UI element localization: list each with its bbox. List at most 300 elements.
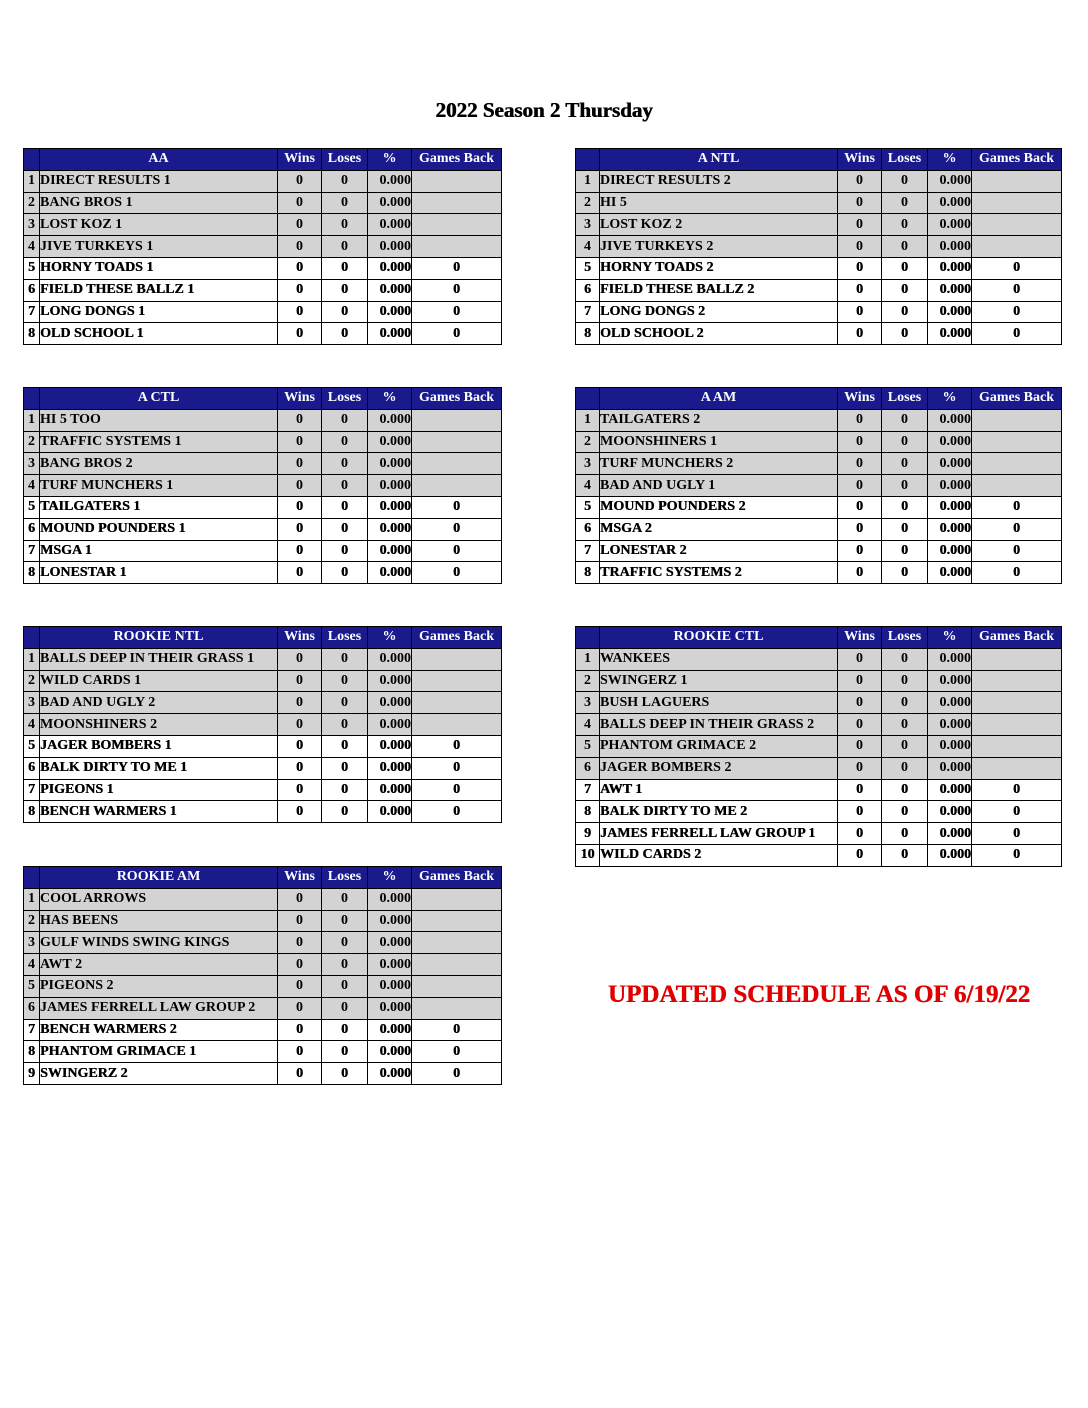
wins-cell: 0	[278, 214, 322, 236]
games-back-cell	[972, 670, 1062, 692]
games-back-cell: 0	[412, 1063, 502, 1085]
team-name-cell: WILD CARDS 1	[40, 670, 278, 692]
pct-cell: 0.000	[368, 910, 412, 932]
table-row	[576, 562, 1062, 584]
team-name-cell: BALLS DEEP IN THEIR GRASS 1	[40, 648, 278, 670]
rank-cell: 6	[576, 518, 600, 540]
loses-cell: 0	[882, 692, 928, 714]
rank-cell: 7	[576, 540, 600, 562]
team-name-cell: MOONSHINERS 1	[600, 431, 838, 453]
loses-cell: 0	[322, 648, 368, 670]
wins-cell: 0	[278, 779, 322, 801]
rank-cell: 4	[576, 236, 600, 258]
rank-cell: 8	[576, 801, 600, 823]
wins-cell: 0	[278, 888, 322, 910]
games-back-cell	[972, 431, 1062, 453]
rank-cell: 1	[24, 170, 40, 192]
pct-cell: 0.000	[368, 301, 412, 323]
games-back-cell	[412, 409, 502, 431]
header-row	[24, 627, 502, 649]
team-name-cell: LONESTAR 2	[600, 540, 838, 562]
table-row	[576, 540, 1062, 562]
table-row	[576, 844, 1062, 866]
team-name-cell: LONESTAR 1	[40, 562, 278, 584]
games-back-cell	[412, 975, 502, 997]
pct-cell: 0.000	[368, 518, 412, 540]
loses-cell: 0	[882, 540, 928, 562]
table-row	[576, 257, 1062, 279]
team-name-cell: PIGEONS 2	[40, 975, 278, 997]
wins-cell: 0	[278, 1063, 322, 1085]
team-name-cell: BANG BROS 2	[40, 453, 278, 475]
table-row	[24, 801, 502, 823]
loses-cell: 0	[322, 409, 368, 431]
table-row	[24, 562, 502, 584]
team-name-cell: FIELD THESE BALLZ 1	[40, 279, 278, 301]
table-row	[24, 496, 502, 518]
rank-cell: 4	[24, 475, 40, 497]
header-row	[576, 627, 1062, 649]
games-back-cell: 0	[972, 257, 1062, 279]
loses-cell: 0	[882, 301, 928, 323]
team-name-cell: LOST KOZ 2	[600, 214, 838, 236]
loses-cell: 0	[322, 323, 368, 345]
games-back-cell: 0	[412, 540, 502, 562]
games-back-cell	[972, 475, 1062, 497]
games-back-cell	[412, 453, 502, 475]
games-back-header: Games Back	[972, 388, 1062, 410]
wins-cell: 0	[838, 279, 882, 301]
games-back-cell	[412, 932, 502, 954]
pct-cell: 0.000	[928, 692, 972, 714]
rank-cell: 2	[24, 431, 40, 453]
rank-cell: 4	[24, 714, 40, 736]
rank-cell: 8	[24, 562, 40, 584]
standings-table	[575, 148, 1062, 345]
pct-header: %	[368, 627, 412, 649]
update-notice: UPDATED SCHEDULE AS OF 6/19/22	[607, 981, 1031, 1008]
wins-cell: 0	[278, 954, 322, 976]
table-row	[24, 648, 502, 670]
standings-table	[23, 387, 502, 584]
loses-header: Loses	[322, 627, 368, 649]
games-back-cell	[412, 888, 502, 910]
wins-cell: 0	[278, 648, 322, 670]
table-row	[576, 409, 1062, 431]
games-back-cell: 0	[412, 1041, 502, 1063]
rank-cell: 8	[24, 801, 40, 823]
wins-cell: 0	[838, 540, 882, 562]
pct-header: %	[368, 388, 412, 410]
rank-cell: 6	[576, 279, 600, 301]
table-row	[576, 648, 1062, 670]
wins-cell: 0	[838, 323, 882, 345]
team-name-cell: BAD AND UGLY 2	[40, 692, 278, 714]
pct-cell: 0.000	[368, 975, 412, 997]
team-name-cell: LONG DONGS 1	[40, 301, 278, 323]
wins-cell: 0	[278, 801, 322, 823]
pct-cell: 0.000	[368, 279, 412, 301]
table-row	[576, 735, 1062, 757]
team-name-cell: BENCH WARMERS 1	[40, 801, 278, 823]
table-row	[24, 431, 502, 453]
table-row	[24, 670, 502, 692]
table-row	[576, 779, 1062, 801]
rank-cell: 2	[576, 670, 600, 692]
table-row	[24, 409, 502, 431]
rank-cell: 3	[24, 692, 40, 714]
rank-cell: 8	[24, 323, 40, 345]
pct-cell: 0.000	[368, 932, 412, 954]
wins-header: Wins	[278, 149, 322, 171]
loses-cell: 0	[882, 214, 928, 236]
division-header: A NTL	[600, 149, 838, 171]
wins-cell: 0	[838, 735, 882, 757]
loses-cell: 0	[882, 279, 928, 301]
loses-cell: 0	[322, 475, 368, 497]
loses-cell: 0	[322, 540, 368, 562]
wins-cell: 0	[278, 757, 322, 779]
header-row	[24, 388, 502, 410]
division-header: A AM	[600, 388, 838, 410]
loses-cell: 0	[882, 562, 928, 584]
wins-cell: 0	[838, 779, 882, 801]
table-row	[576, 518, 1062, 540]
pct-cell: 0.000	[368, 214, 412, 236]
rank-cell: 7	[24, 1019, 40, 1041]
pct-cell: 0.000	[368, 409, 412, 431]
standings-table	[23, 148, 502, 345]
wins-cell: 0	[278, 1041, 322, 1063]
loses-cell: 0	[882, 779, 928, 801]
team-name-cell: COOL ARROWS	[40, 888, 278, 910]
games-back-header: Games Back	[972, 149, 1062, 171]
wins-cell: 0	[838, 692, 882, 714]
pct-cell: 0.000	[928, 236, 972, 258]
rank-header	[24, 388, 40, 410]
loses-cell: 0	[322, 562, 368, 584]
loses-cell: 0	[322, 496, 368, 518]
wins-cell: 0	[838, 844, 882, 866]
rank-cell: 6	[24, 757, 40, 779]
pct-cell: 0.000	[368, 562, 412, 584]
wins-cell: 0	[278, 453, 322, 475]
games-back-cell: 0	[972, 823, 1062, 845]
table-row	[576, 431, 1062, 453]
rank-header	[24, 627, 40, 649]
pct-cell: 0.000	[368, 735, 412, 757]
pct-cell: 0.000	[928, 409, 972, 431]
pct-header: %	[928, 149, 972, 171]
header-row	[24, 867, 502, 889]
team-name-cell: BANG BROS 1	[40, 192, 278, 214]
wins-cell: 0	[838, 562, 882, 584]
table-row	[576, 453, 1062, 475]
table-row	[24, 192, 502, 214]
team-name-cell: JIVE TURKEYS 2	[600, 236, 838, 258]
team-name-cell: MSGA 2	[600, 518, 838, 540]
wins-cell: 0	[838, 648, 882, 670]
team-name-cell: SWINGERZ 1	[600, 670, 838, 692]
games-back-cell: 0	[972, 301, 1062, 323]
games-back-cell: 0	[972, 801, 1062, 823]
rank-cell: 7	[24, 779, 40, 801]
loses-header: Loses	[322, 149, 368, 171]
games-back-cell	[412, 475, 502, 497]
rank-cell: 2	[24, 192, 40, 214]
team-name-cell: SWINGERZ 2	[40, 1063, 278, 1085]
games-back-cell: 0	[412, 801, 502, 823]
games-back-cell	[412, 192, 502, 214]
loses-cell: 0	[882, 801, 928, 823]
table-row	[576, 496, 1062, 518]
games-back-cell	[412, 431, 502, 453]
games-back-cell: 0	[972, 323, 1062, 345]
division-header: AA	[40, 149, 278, 171]
table-row	[576, 823, 1062, 845]
pct-cell: 0.000	[368, 954, 412, 976]
games-back-cell: 0	[972, 279, 1062, 301]
pct-cell: 0.000	[368, 757, 412, 779]
division-header: ROOKIE NTL	[40, 627, 278, 649]
pct-cell: 0.000	[928, 475, 972, 497]
loses-cell: 0	[322, 214, 368, 236]
pct-cell: 0.000	[368, 1063, 412, 1085]
pct-header: %	[928, 388, 972, 410]
rank-cell: 7	[576, 301, 600, 323]
rank-header	[576, 149, 600, 171]
games-back-cell	[412, 214, 502, 236]
games-back-cell	[972, 735, 1062, 757]
loses-cell: 0	[322, 170, 368, 192]
pct-cell: 0.000	[368, 431, 412, 453]
loses-cell: 0	[322, 1063, 368, 1085]
table-row	[576, 714, 1062, 736]
table-row	[24, 1019, 502, 1041]
table-row	[24, 997, 502, 1019]
games-back-cell	[412, 670, 502, 692]
table-row	[24, 954, 502, 976]
wins-cell: 0	[278, 540, 322, 562]
wins-cell: 0	[278, 170, 322, 192]
wins-cell: 0	[278, 562, 322, 584]
pct-cell: 0.000	[928, 301, 972, 323]
games-back-cell	[972, 409, 1062, 431]
team-name-cell: PHANTOM GRIMACE 2	[600, 735, 838, 757]
loses-cell: 0	[882, 409, 928, 431]
loses-cell: 0	[882, 170, 928, 192]
loses-cell: 0	[882, 323, 928, 345]
rank-cell: 2	[576, 431, 600, 453]
loses-cell: 0	[322, 735, 368, 757]
rank-cell: 4	[24, 236, 40, 258]
rank-cell: 10	[576, 844, 600, 866]
games-back-header: Games Back	[412, 149, 502, 171]
team-name-cell: TRAFFIC SYSTEMS 1	[40, 431, 278, 453]
team-name-cell: TRAFFIC SYSTEMS 2	[600, 562, 838, 584]
team-name-cell: BALLS DEEP IN THEIR GRASS 2	[600, 714, 838, 736]
team-name-cell: MOUND POUNDERS 1	[40, 518, 278, 540]
games-back-cell: 0	[412, 779, 502, 801]
pct-cell: 0.000	[928, 279, 972, 301]
wins-cell: 0	[278, 409, 322, 431]
pct-cell: 0.000	[368, 714, 412, 736]
table-row	[24, 714, 502, 736]
games-back-cell: 0	[972, 518, 1062, 540]
games-back-cell	[972, 757, 1062, 779]
table-row	[24, 910, 502, 932]
loses-cell: 0	[882, 757, 928, 779]
table-row	[24, 692, 502, 714]
rank-cell: 1	[24, 648, 40, 670]
table-row	[576, 757, 1062, 779]
table-row	[576, 279, 1062, 301]
wins-cell: 0	[838, 496, 882, 518]
loses-header: Loses	[882, 388, 928, 410]
rank-cell: 6	[576, 757, 600, 779]
wins-cell: 0	[278, 518, 322, 540]
pct-cell: 0.000	[928, 431, 972, 453]
rank-cell: 3	[24, 932, 40, 954]
table-row	[24, 518, 502, 540]
team-name-cell: WANKEES	[600, 648, 838, 670]
rank-cell: 8	[24, 1041, 40, 1063]
table-row	[24, 888, 502, 910]
rank-cell: 5	[24, 496, 40, 518]
wins-cell: 0	[838, 301, 882, 323]
table-row	[576, 301, 1062, 323]
pct-header: %	[368, 149, 412, 171]
table-row	[576, 214, 1062, 236]
games-back-cell: 0	[412, 257, 502, 279]
rank-cell: 5	[24, 735, 40, 757]
loses-cell: 0	[882, 192, 928, 214]
table-row	[576, 170, 1062, 192]
games-back-cell: 0	[412, 562, 502, 584]
pct-cell: 0.000	[368, 475, 412, 497]
loses-cell: 0	[882, 844, 928, 866]
games-back-cell	[972, 453, 1062, 475]
wins-cell: 0	[838, 214, 882, 236]
loses-cell: 0	[322, 518, 368, 540]
table-row	[24, 453, 502, 475]
wins-cell: 0	[838, 757, 882, 779]
table-row	[24, 1041, 502, 1063]
games-back-cell	[972, 192, 1062, 214]
games-back-cell: 0	[412, 757, 502, 779]
rank-cell: 1	[576, 409, 600, 431]
table-row	[24, 257, 502, 279]
pct-cell: 0.000	[368, 670, 412, 692]
rank-header	[576, 627, 600, 649]
pct-cell: 0.000	[368, 496, 412, 518]
team-name-cell: TAILGATERS 1	[40, 496, 278, 518]
pct-cell: 0.000	[928, 192, 972, 214]
team-name-cell: JIVE TURKEYS 1	[40, 236, 278, 258]
rank-cell: 7	[24, 301, 40, 323]
pct-cell: 0.000	[368, 692, 412, 714]
wins-cell: 0	[278, 910, 322, 932]
loses-cell: 0	[322, 888, 368, 910]
pct-cell: 0.000	[928, 257, 972, 279]
header-row	[576, 388, 1062, 410]
loses-cell: 0	[882, 518, 928, 540]
games-back-cell	[412, 236, 502, 258]
games-back-cell	[412, 997, 502, 1019]
table-row	[24, 757, 502, 779]
standings-table	[575, 387, 1062, 584]
loses-cell: 0	[322, 236, 368, 258]
division-header: ROOKIE AM	[40, 867, 278, 889]
pct-cell: 0.000	[368, 888, 412, 910]
wins-header: Wins	[838, 627, 882, 649]
pct-cell: 0.000	[928, 735, 972, 757]
wins-cell: 0	[838, 518, 882, 540]
loses-cell: 0	[882, 648, 928, 670]
rank-cell: 8	[576, 562, 600, 584]
games-back-cell	[972, 236, 1062, 258]
team-name-cell: LOST KOZ 1	[40, 214, 278, 236]
loses-cell: 0	[322, 757, 368, 779]
pct-cell: 0.000	[928, 648, 972, 670]
rank-cell: 3	[576, 214, 600, 236]
team-name-cell: HAS BEENS	[40, 910, 278, 932]
wins-cell: 0	[838, 670, 882, 692]
rank-cell: 5	[576, 496, 600, 518]
team-name-cell: TAILGATERS 2	[600, 409, 838, 431]
table-row	[24, 735, 502, 757]
pct-cell: 0.000	[928, 757, 972, 779]
pct-cell: 0.000	[928, 323, 972, 345]
pct-cell: 0.000	[928, 540, 972, 562]
wins-cell: 0	[278, 932, 322, 954]
division-header: A CTL	[40, 388, 278, 410]
table-row	[24, 540, 502, 562]
wins-cell: 0	[838, 801, 882, 823]
wins-cell: 0	[838, 236, 882, 258]
games-back-cell	[412, 954, 502, 976]
loses-cell: 0	[322, 1019, 368, 1041]
games-back-cell	[412, 170, 502, 192]
loses-cell: 0	[882, 823, 928, 845]
team-name-cell: OLD SCHOOL 2	[600, 323, 838, 345]
table-row	[24, 214, 502, 236]
team-name-cell: BENCH WARMERS 2	[40, 1019, 278, 1041]
table-row	[576, 692, 1062, 714]
wins-cell: 0	[278, 692, 322, 714]
table-row	[24, 323, 502, 345]
pct-cell: 0.000	[368, 170, 412, 192]
loses-header: Loses	[882, 149, 928, 171]
pct-cell: 0.000	[928, 496, 972, 518]
loses-cell: 0	[882, 257, 928, 279]
rank-cell: 5	[576, 257, 600, 279]
wins-cell: 0	[278, 257, 322, 279]
team-name-cell: MSGA 1	[40, 540, 278, 562]
team-name-cell: TURF MUNCHERS 1	[40, 475, 278, 497]
loses-header: Loses	[322, 867, 368, 889]
team-name-cell: BALK DIRTY TO ME 2	[600, 801, 838, 823]
wins-cell: 0	[278, 997, 322, 1019]
pct-cell: 0.000	[928, 453, 972, 475]
pct-cell: 0.000	[368, 540, 412, 562]
games-back-cell: 0	[412, 279, 502, 301]
rank-cell: 5	[24, 257, 40, 279]
rank-cell: 5	[576, 735, 600, 757]
page-title: 2022 Season 2 Thursday	[435, 98, 653, 122]
wins-cell: 0	[278, 279, 322, 301]
team-name-cell: JAGER BOMBERS 2	[600, 757, 838, 779]
